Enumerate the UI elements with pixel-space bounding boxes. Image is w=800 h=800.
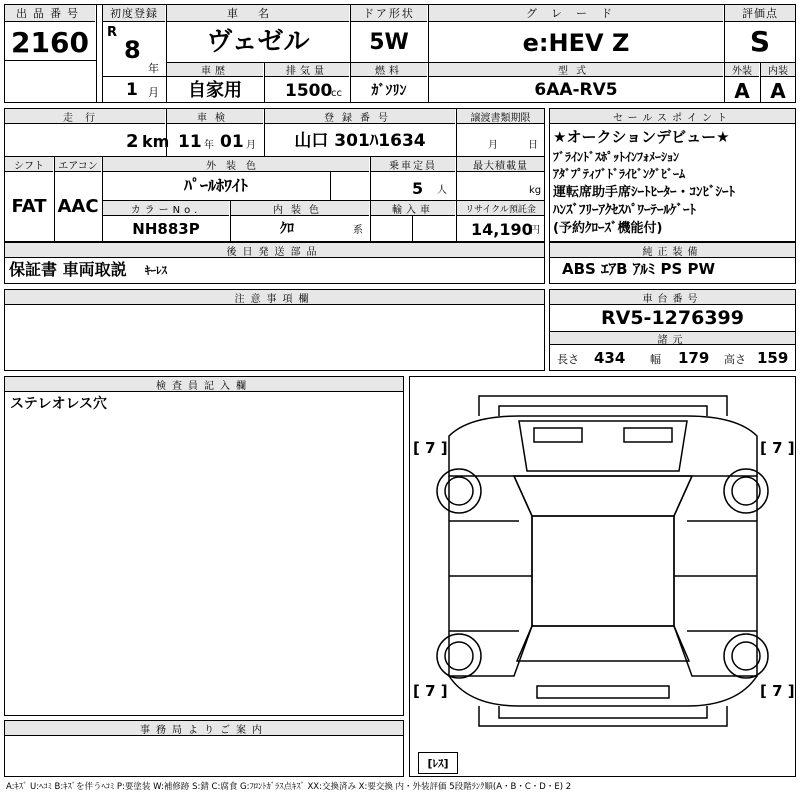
recycle-unit: 円 xyxy=(530,225,540,236)
grade: e:HEV Z xyxy=(522,29,630,57)
insp-month-unit: 月 xyxy=(246,140,256,151)
transfer-day: 日 xyxy=(528,140,538,151)
score-label: 評価点 xyxy=(725,5,795,22)
sales-line-6: (予約ｸﾛｰｽﾞ機能付) xyxy=(553,221,663,236)
door-label: ドア形状 xyxy=(351,5,427,22)
sales-line-1: ★オークションデビュー★ xyxy=(553,128,730,146)
inspection-label: 車検 xyxy=(167,109,263,124)
les-mark: [ﾚｽ] xyxy=(418,752,458,774)
history: 自家用 xyxy=(188,79,242,101)
inspector-label: 検査員記入欄 xyxy=(5,377,403,392)
model: 6AA-RV5 xyxy=(534,80,618,100)
height-label: 高さ xyxy=(724,353,746,366)
recycle: 14,190 xyxy=(471,220,533,239)
damage-mark-front-left: [ 7 ] xyxy=(413,439,448,457)
sales-line-4: 運転席助手席ｼｰﾄﾋｰﾀｰ・ｺﾝﾋﾞｼｰﾄ xyxy=(553,185,736,200)
chassis-number: RV5-1276399 xyxy=(601,306,744,329)
door-type: 5W xyxy=(369,30,409,55)
ac-label: エアコン xyxy=(55,157,101,172)
legend: A:ｷｽﾞ U:ﾍｺﾐ B:ｷｽﾞを伴うﾍｺﾐ P:要塗装 W:補修跡 S:錆 C:腐食 G:ﾌﾛﾝﾄｶﾞﾗｽ点ｷｽﾞ XX:交換済み X:要交換 内・外装評価 5段階ﾗﾝｸ順(A・B・C・D・E) 2 xyxy=(6,782,572,792)
first-reg-label: 初度登録 xyxy=(103,5,165,22)
equipment: ABS ｴｱB ｱﾙﾐ PS PW xyxy=(562,260,716,278)
damage-mark-rear-right: [ 7 ] xyxy=(760,682,795,700)
mileage: 2 xyxy=(126,131,139,152)
month-unit: 月 xyxy=(148,86,159,99)
score: S xyxy=(749,25,771,58)
length: 434 xyxy=(594,349,626,367)
car-diagram xyxy=(409,376,796,777)
reg-year: 8 xyxy=(124,36,141,64)
width-label: 幅 xyxy=(650,353,661,366)
interior-label: 内装 xyxy=(761,63,795,77)
width: 179 xyxy=(678,349,710,367)
recycle-label: リサイクル預託金 xyxy=(457,201,544,216)
mileage-label: 走行 xyxy=(5,109,165,124)
transfer-label: 譲渡書類期限 xyxy=(457,109,544,124)
capacity-label: 乗車定員 xyxy=(371,157,455,172)
displacement-unit: cc xyxy=(331,88,342,99)
chassis-label: 車台番号 xyxy=(550,290,795,305)
capacity: 5 xyxy=(412,179,424,198)
shift: FAT xyxy=(11,196,47,217)
plate-label: 登録番号 xyxy=(265,109,455,124)
displacement-label: 排気量 xyxy=(265,63,349,77)
ac: AAC xyxy=(57,196,99,217)
color-no: NH883P xyxy=(132,219,200,238)
sales-line-3: ｱﾀﾞﾌﾟﾃｨﾌﾞﾄﾞﾗｲﾋﾞﾝｸﾞﾋﾞｰﾑ xyxy=(553,167,686,181)
damage-mark-front-right: [ 7 ] xyxy=(760,439,795,457)
payload-unit: kg xyxy=(529,185,542,196)
grade-label: グレード xyxy=(429,5,723,22)
reg-month: 1 xyxy=(126,80,138,100)
insp-year: 11 xyxy=(178,132,202,152)
color: ﾊﾟｰﾙﾎﾜｲﾄ xyxy=(183,176,248,195)
interior-color: ｸﾛ xyxy=(280,221,294,237)
year-unit: 年 xyxy=(148,62,159,75)
transfer-month: 月 xyxy=(488,140,498,151)
length-label: 長さ xyxy=(557,353,579,366)
model-label: 型式 xyxy=(429,63,723,77)
mileage-unit: km xyxy=(142,132,170,151)
interior-color-label: 内装色 xyxy=(231,201,369,216)
sales-line-2: ﾌﾞﾗｲﾝﾄﾞｽﾎﾟｯﾄｲﾝﾌｫﾒｰｼｮﾝ xyxy=(553,150,680,164)
height: 159 xyxy=(757,349,789,367)
lot-label: 出品番号 xyxy=(5,5,95,22)
insp-year-unit: 年 xyxy=(204,140,214,151)
fuel: ｶﾞｿﾘﾝ xyxy=(371,82,407,99)
dims-label: 諸元 xyxy=(550,331,795,345)
shift-label: シフト xyxy=(5,157,53,172)
color-label: 外装色 xyxy=(103,157,369,172)
name-label: 車名 xyxy=(167,5,349,22)
plate: 山口 301ﾊ1634 xyxy=(294,130,426,151)
office-label: 事務局よりご案内 xyxy=(5,721,403,736)
import-label: 輸入車 xyxy=(371,201,455,216)
era: R xyxy=(107,25,118,40)
later-parts: 保証書 車両取説 xyxy=(9,260,127,279)
exterior-score: A xyxy=(734,78,750,103)
insp-month: 01 xyxy=(220,132,244,152)
interior-score: A xyxy=(770,78,786,103)
later-parts-label: 後日発送部品 xyxy=(5,243,544,258)
displacement: 1500 xyxy=(285,81,333,101)
interior-color-unit: 系 xyxy=(353,225,363,236)
equipment-label: 純正装備 xyxy=(550,243,795,258)
color-no-label: カラーNo. xyxy=(103,201,229,216)
history-label: 車歴 xyxy=(167,63,263,77)
notes-label: 注意事項欄 xyxy=(5,290,544,305)
exterior-label: 外装 xyxy=(725,63,759,77)
payload-label: 最大積載量 xyxy=(457,157,544,172)
later-parts-small: ｷｰﾚｽ xyxy=(145,264,167,277)
fuel-label: 燃料 xyxy=(351,63,427,77)
car-name: ヴェゼル xyxy=(206,27,310,57)
inspector-box xyxy=(4,376,404,716)
capacity-unit: 人 xyxy=(437,185,447,196)
sales-line-5: ﾊﾝｽﾞﾌﾘｰｱｸｾｽﾊﾟﾜｰﾃｰﾙｹﾞｰﾄ xyxy=(553,203,696,218)
lot-number: 2160 xyxy=(11,26,89,59)
damage-mark-rear-left: [ 7 ] xyxy=(413,682,448,700)
inspector-text: ステレオレス穴 xyxy=(10,396,108,412)
sales-points-label: セールスポイント xyxy=(550,109,795,124)
